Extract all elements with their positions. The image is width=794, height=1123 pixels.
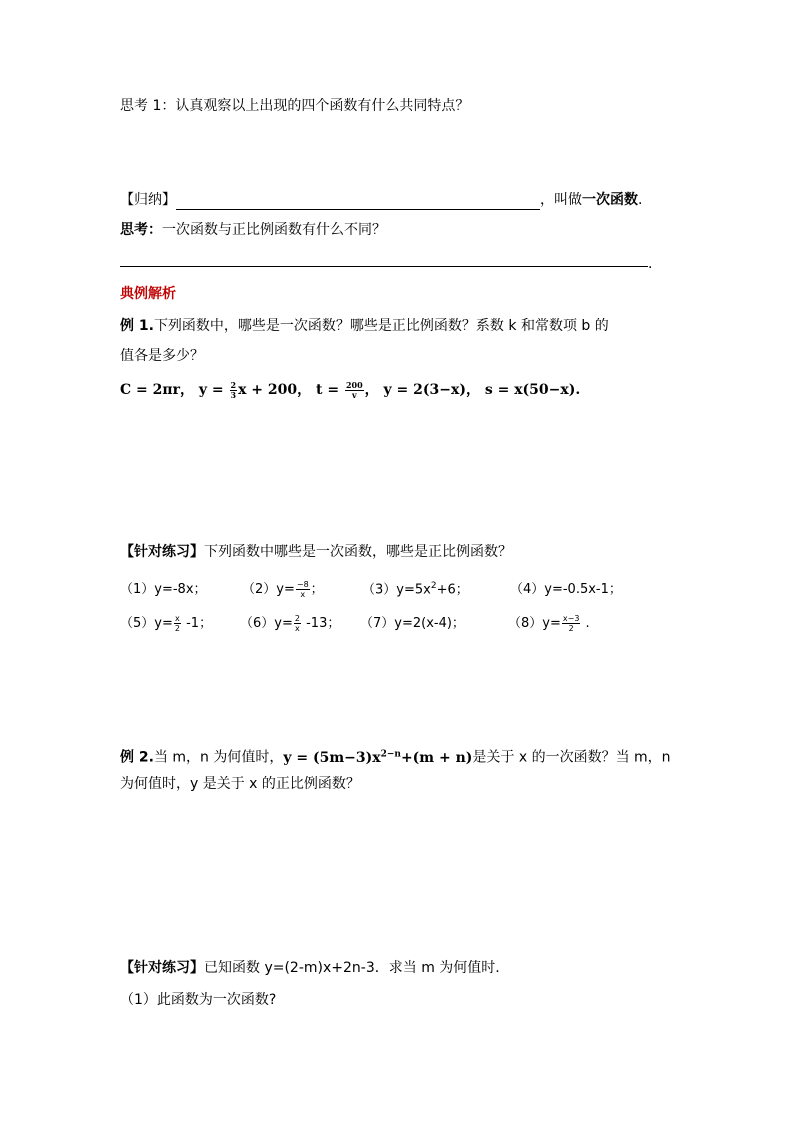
fraction: $\frac{2}{x}$ xyxy=(294,614,300,633)
practice-2-question-1: （1）此函数为一次函数? xyxy=(120,992,277,1008)
practice-2-label: 【针对练习】 xyxy=(120,960,204,976)
example-1-label: 例 1. xyxy=(120,318,154,334)
fraction: $\frac{200}{v}$ xyxy=(345,379,363,400)
fraction: $\frac{-8}{x}$ xyxy=(296,580,309,600)
example-1-formulas: C = 2πr， y = $\frac{2}{3}$ x + 200， t = $\frac{200}{v}$ ， y = 2(3−x)， s = x(50−x). xyxy=(120,379,581,400)
example-1-line-1: 例 1.下列函数中，哪些是一次函数？哪些是正比例函数？系数 k 和常数项 b 的 xyxy=(120,318,609,334)
think-2-answer-blank xyxy=(120,266,648,267)
practice-2-heading: 【针对练习】已知函数 y=(2-m)x+2n-3．求当 m 为何值时. xyxy=(120,960,500,976)
example-1-line-2: 值各是多少？ xyxy=(120,348,204,364)
think-2-label: 思考： xyxy=(120,222,162,238)
fraction: $\frac{x}{2}$ xyxy=(174,614,180,633)
practice-1-label: 【针对练习】 xyxy=(120,544,204,560)
think-1: 思考 1：认真观察以上出现的四个函数有什么共同特点？ xyxy=(120,98,470,114)
example-2-formula: $y = (5m-3)x^{2-n}+(m + n)$ xyxy=(283,749,473,766)
summary-line: 【归纳】 ，叫做一次函数. xyxy=(120,192,643,208)
practice-1-item: （8）y= $\frac{x-3}{2}$ . xyxy=(508,614,590,633)
example-2-line-2: 为何值时，y 是关于 x 的正比例函数？ xyxy=(120,776,360,792)
fraction: $\frac{2}{3}$ xyxy=(230,379,237,400)
fraction: $\frac{x-3}{2}$ xyxy=(562,614,580,633)
practice-1-item: （7）y=2(x-4)； xyxy=(360,616,465,631)
practice-1-item: $(3)y=5x^2+6$； xyxy=(362,581,469,598)
think-2: 思考：一次函数与正比例函数有什么不同？ xyxy=(120,222,386,238)
practice-1-item: （1）y=-8x； xyxy=(120,582,207,598)
example-2-label: 例 2. xyxy=(120,749,154,766)
practice-1-row-1 xyxy=(120,576,622,600)
summary-label: 【归纳】 xyxy=(120,192,176,208)
practice-1-item: （4）y=-0.5x-1； xyxy=(510,582,622,598)
section-title: 典例解析 xyxy=(120,286,176,302)
practice-1-heading: 【针对练习】下列函数中哪些是一次函数，哪些是正比例函数？ xyxy=(120,544,512,560)
practice-1-item: （2）y= $\frac{-8}{x}$ ； xyxy=(242,580,324,600)
practice-1-item: （6）y= $\frac{2}{x}$ -13； xyxy=(240,614,341,633)
practice-1-row-2 xyxy=(120,614,590,634)
example-2-line-1: 例 2.当 m，n 为何值时，$y = (5m-3)x^{2-n}+(m + n)$是关于 x 的一次函数？当 m，n xyxy=(120,749,671,766)
practice-1-item: （5）y= $\frac{x}{2}$ -1； xyxy=(120,614,213,633)
summary-blank xyxy=(176,195,540,210)
think-2-end: . xyxy=(648,256,653,272)
summary-term: 一次函数 xyxy=(582,192,638,208)
